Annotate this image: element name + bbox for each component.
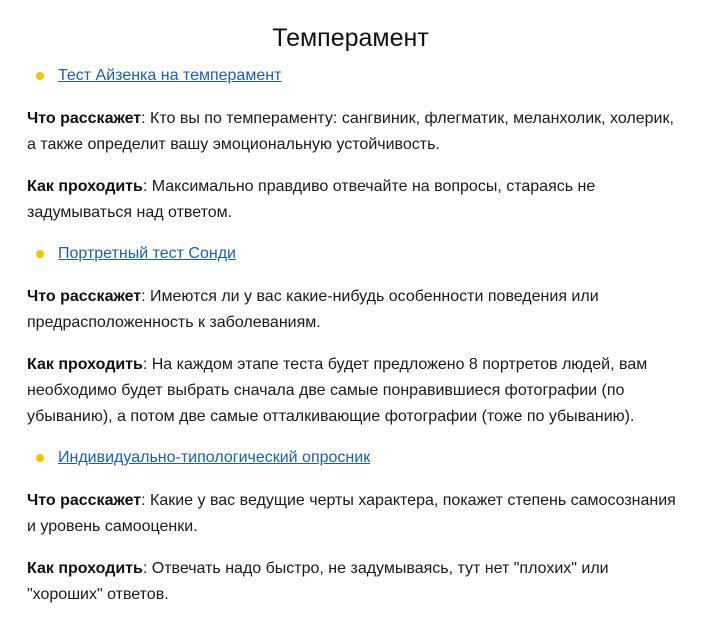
how-body: : На каждом этапе теста будет предложено 8 портретов людей, вам необходимо будет выбрать сначала две самые понравившиеся фотографии (по убыванию), а потом две самые отталкивающие фотографии (тоже по убыванию). (27, 356, 648, 425)
how-paragraph (27, 174, 687, 226)
tells-paragraph (27, 488, 687, 540)
tells-label: Что расскажет (27, 110, 142, 127)
bullet-dot-icon (36, 454, 44, 462)
tells-paragraph (27, 106, 687, 158)
test-link-individual-typological[interactable]: Индивидуально-типологический опросник (58, 449, 371, 466)
bullet-item (27, 447, 687, 469)
how-text (27, 352, 687, 430)
how-label: Как проходить (27, 178, 143, 195)
test-link-row (27, 243, 687, 265)
how-body: : Отвечать надо быстро, не задумываясь, тут нет "плохих" или "хороших" ответов. (27, 560, 609, 603)
tells-label: Что расскажет (27, 288, 142, 305)
bullet-dot-icon (36, 250, 44, 258)
test-link-eysenck[interactable]: Тест Айзенка на темперамент (58, 67, 282, 84)
how-text (27, 556, 687, 608)
tells-text (27, 284, 687, 336)
tells-body: : Какие у вас ведущие черты характера, покажет степень самосознания и уровень самооценки. (27, 492, 676, 535)
bullet-item (27, 65, 687, 87)
tells-paragraph (27, 284, 687, 336)
tells-body: : Имеются ли у вас какие-нибудь особенности поведения или предрасположенность к заболеваниям. (27, 288, 599, 331)
how-label: Как проходить (27, 560, 143, 577)
test-link-row (27, 447, 687, 469)
page-title: Темперамент (272, 24, 429, 52)
how-paragraph (27, 556, 687, 608)
bullet-dot-icon (36, 72, 44, 80)
test-link-row (27, 65, 687, 87)
how-text (27, 174, 687, 226)
how-paragraph (27, 352, 687, 430)
tells-label: Что расскажет (27, 492, 142, 509)
how-label: Как проходить (27, 356, 143, 373)
tells-body: : Кто вы по темпераменту: сангвиник, флегматик, меланхолик, холерик, а также определит вашу эмоциональную устойчивость. (27, 110, 674, 153)
how-body: : Максимально правдиво отвечайте на вопросы, стараясь не задумываться над ответом. (27, 178, 596, 221)
bullet-item (27, 243, 687, 265)
test-link-szondi[interactable]: Портретный тест Сонди (58, 245, 236, 262)
tells-text (27, 488, 687, 540)
tells-text (27, 106, 687, 158)
